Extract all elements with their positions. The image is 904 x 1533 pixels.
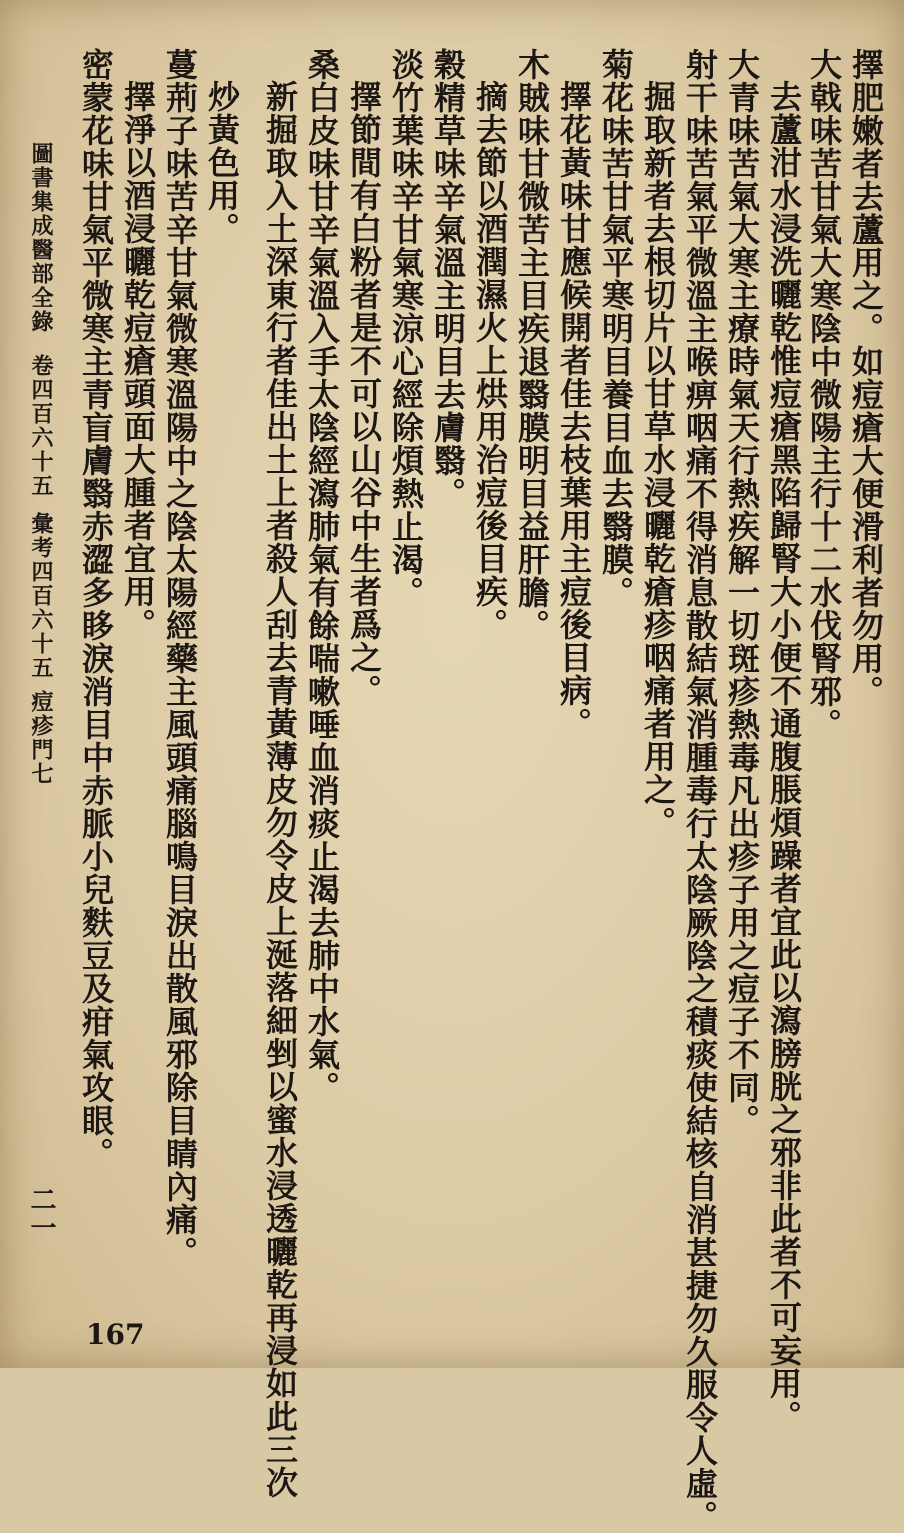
folio-number: 二一 [26,1186,56,1242]
running-header-section: 彙考四百六十五 [28,512,54,680]
text-column: 擇花黃味甘應候開者佳去枝葉用主痘後目病。 [555,80,593,740]
text-column: 去蘆泔水浸洗曬乾惟痘瘡黑陷歸腎大小便不通腹脹煩躁者宜此以瀉膀胱之邪非此者不可妄用。 [765,80,803,1433]
text-column: 掘取新者去根切片以甘草水浸曬乾瘡疹咽痛者用之。 [639,80,677,839]
text-column: 擇節間有白粉者是不可以山谷中生者爲之。 [345,80,383,707]
text-column: 菊花味苦甘氣平寒明目養目血去翳膜。 [597,48,635,609]
text-column: 射干味苦氣平微溫主喉痹咽痛不得消息散結氣消腫毒行太陰厥陰之積痰使結核自消甚捷勿久服令人虛。 [681,48,719,1533]
running-header-title: 圖書集成醫部全錄 [28,142,54,334]
text-column: 新掘取入土深東行者佳出土上者殺人刮去青黃薄皮勿令皮上涎落細剉以蜜水浸透曬乾再浸如此三次 [261,80,299,1499]
text-column: 擇淨以酒浸曬乾痘瘡頭面大腫者宜用。 [119,80,157,641]
running-header-category: 痘疹門七 [28,690,54,786]
text-column: 摘去節以酒潤濕火上烘用治痘後目疾。 [471,80,509,641]
text-column: 大青味苦氣大寒主療時氣天行熱疾解一切斑疹熱毒凡出疹子用之痘子不同。 [723,48,761,1137]
text-column: 蔓荊子味苦辛甘氣微寒溫陽中之陰太陽經藥主風頭痛腦鳴目淚出散風邪除目睛內痛。 [161,48,199,1269]
text-column: 大戟味苦甘氣大寒陰中微陽主行十二水伐腎邪。 [805,48,843,741]
text-column: 木賊味甘微苦主目疾退翳膜明目益肝膽。 [513,48,551,642]
text-column: 炒黃色用。 [203,80,241,245]
text-column: 桑白皮味甘辛氣溫入手太陰經瀉肺氣有餘喘嗽唾血消痰止渴去肺中水氣。 [303,48,341,1104]
text-column: 擇肥嫩者去蘆用之。如痘瘡大便滑利者勿用。 [847,48,885,708]
text-column: 穀精草味辛氣溫主明目去膚翳。 [429,48,467,510]
running-header-volume: 卷四百六十五 [28,354,54,498]
text-column: 淡竹葉味辛甘氣寒涼心經除煩熱止渴。 [387,48,425,609]
page-number: 167 [86,1318,145,1351]
text-column: 密蒙花味甘氣平微寒主青盲膚翳赤澀多眵淚消目中赤脈小兒麩豆及疳氣攻眼。 [77,48,115,1170]
